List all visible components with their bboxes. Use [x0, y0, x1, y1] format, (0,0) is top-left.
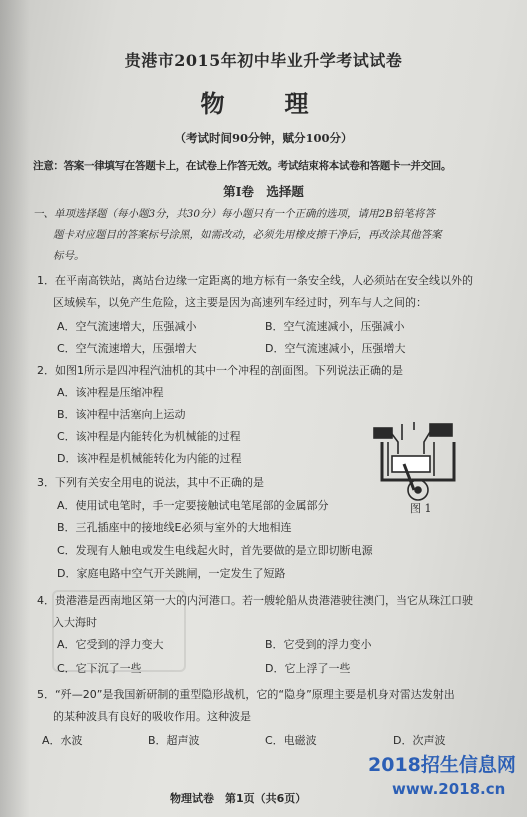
section-title: 第Ⅰ卷 选择题	[223, 184, 304, 199]
question-4-option-d: D．它上浮了一些	[265, 662, 351, 675]
exam-info: （考试时间90分钟，赋分100分）	[174, 131, 353, 145]
question-4-option-a: A．它受到的浮力变大	[57, 638, 164, 651]
engine-cylinder-figure	[368, 420, 468, 506]
part1-line3: 标号。	[53, 250, 85, 262]
question-1-option-d: D．空气流速减小，压强增大	[265, 342, 406, 355]
question-4-stem-line2: 入大海时	[53, 616, 97, 629]
question-3-option-d: D．家庭电路中空气开关跳闸，一定发生了短路	[57, 567, 286, 580]
question-5-stem-line2: 的某种波具有良好的吸收作用。这种波是	[53, 710, 251, 723]
question-2-option-b: B．该冲程中活塞向上运动	[57, 408, 186, 421]
page-footer: 物理试卷 第1页（共6页）	[170, 792, 307, 805]
question-4-option-b: B．它受到的浮力变小	[265, 638, 372, 651]
subject-title: 物 理	[200, 89, 327, 118]
part1-line2: 题卡对应题目的答案标号涂黑，如需改动，必须先用橡皮擦干净后，再改涂其他答案	[53, 229, 442, 241]
question-1-stem-line2: 区域候车，以免产生危险，这主要是因为高速列车经过时，列车与人之间的：	[53, 296, 427, 309]
watermark-site-name: 2018招生信息网	[368, 754, 516, 776]
question-4-stem: 4．贵港港是西南地区第一大的内河港口。若一艘轮船从贵港港驶往澳门，当它从珠江口驶	[37, 594, 473, 607]
exam-title: 贵港市2015年初中毕业升学考试试卷	[124, 51, 403, 70]
page-shadow	[0, 0, 30, 817]
figure-caption: 图 1	[410, 502, 432, 515]
question-4-option-c: C．它下沉了一些	[57, 662, 142, 675]
question-3-option-b: B．三孔插座中的接地线E必须与室外的大地相连	[57, 521, 292, 534]
question-1-stem: 1．在平南高铁站，离站台边缘一定距离的地方标有一条安全线，人必须站在安全线以外的	[37, 274, 473, 287]
question-2-stem: 2．如图1所示是四冲程汽油机的其中一个冲程的剖面图。下列说法正确的是	[37, 364, 403, 377]
question-2-option-d: D．该冲程是机械能转化为内能的过程	[57, 452, 242, 465]
question-5-stem: 5．“歼—20”是我国新研制的重型隐形战机，它的“隐身”原理主要是机身对雷达发射出	[37, 688, 455, 701]
question-2-option-a: A．该冲程是压缩冲程	[57, 386, 164, 399]
part1-heading: 一、单项选择题（每小题3分，共30分）每小题只有一个正确的选项，请用2B铅笔将答	[33, 208, 435, 220]
question-3-option-a: A．使用试电笔时，手一定要接触试电笔尾部的金属部分	[57, 499, 329, 512]
watermark-url: www.2018.cn	[392, 780, 506, 798]
question-2-option-c: C．该冲程是内能转化为机械能的过程	[57, 430, 241, 443]
question-5-option-a: A．水波	[42, 734, 83, 747]
question-3-stem: 3．下列有关安全用电的说法，其中不正确的是	[37, 476, 264, 489]
question-5-option-c: C．电磁波	[265, 734, 317, 747]
question-1-option-c: C．空气流速增大，压强增大	[57, 342, 197, 355]
question-5-option-d: D．次声波	[393, 734, 446, 747]
question-1-option-b: B．空气流速减小，压强减小	[265, 320, 405, 333]
notice-text: 注意：答案一律填写在答题卡上，在试卷上作答无效。考试结束将本试卷和答题卡一并交回。	[33, 160, 452, 172]
question-3-option-c: C．发现有人触电或发生电线起火时，首先要做的是立即切断电源	[57, 544, 373, 557]
question-5-option-b: B．超声波	[148, 734, 200, 747]
question-1-option-a: A．空气流速增大，压强减小	[57, 320, 197, 333]
